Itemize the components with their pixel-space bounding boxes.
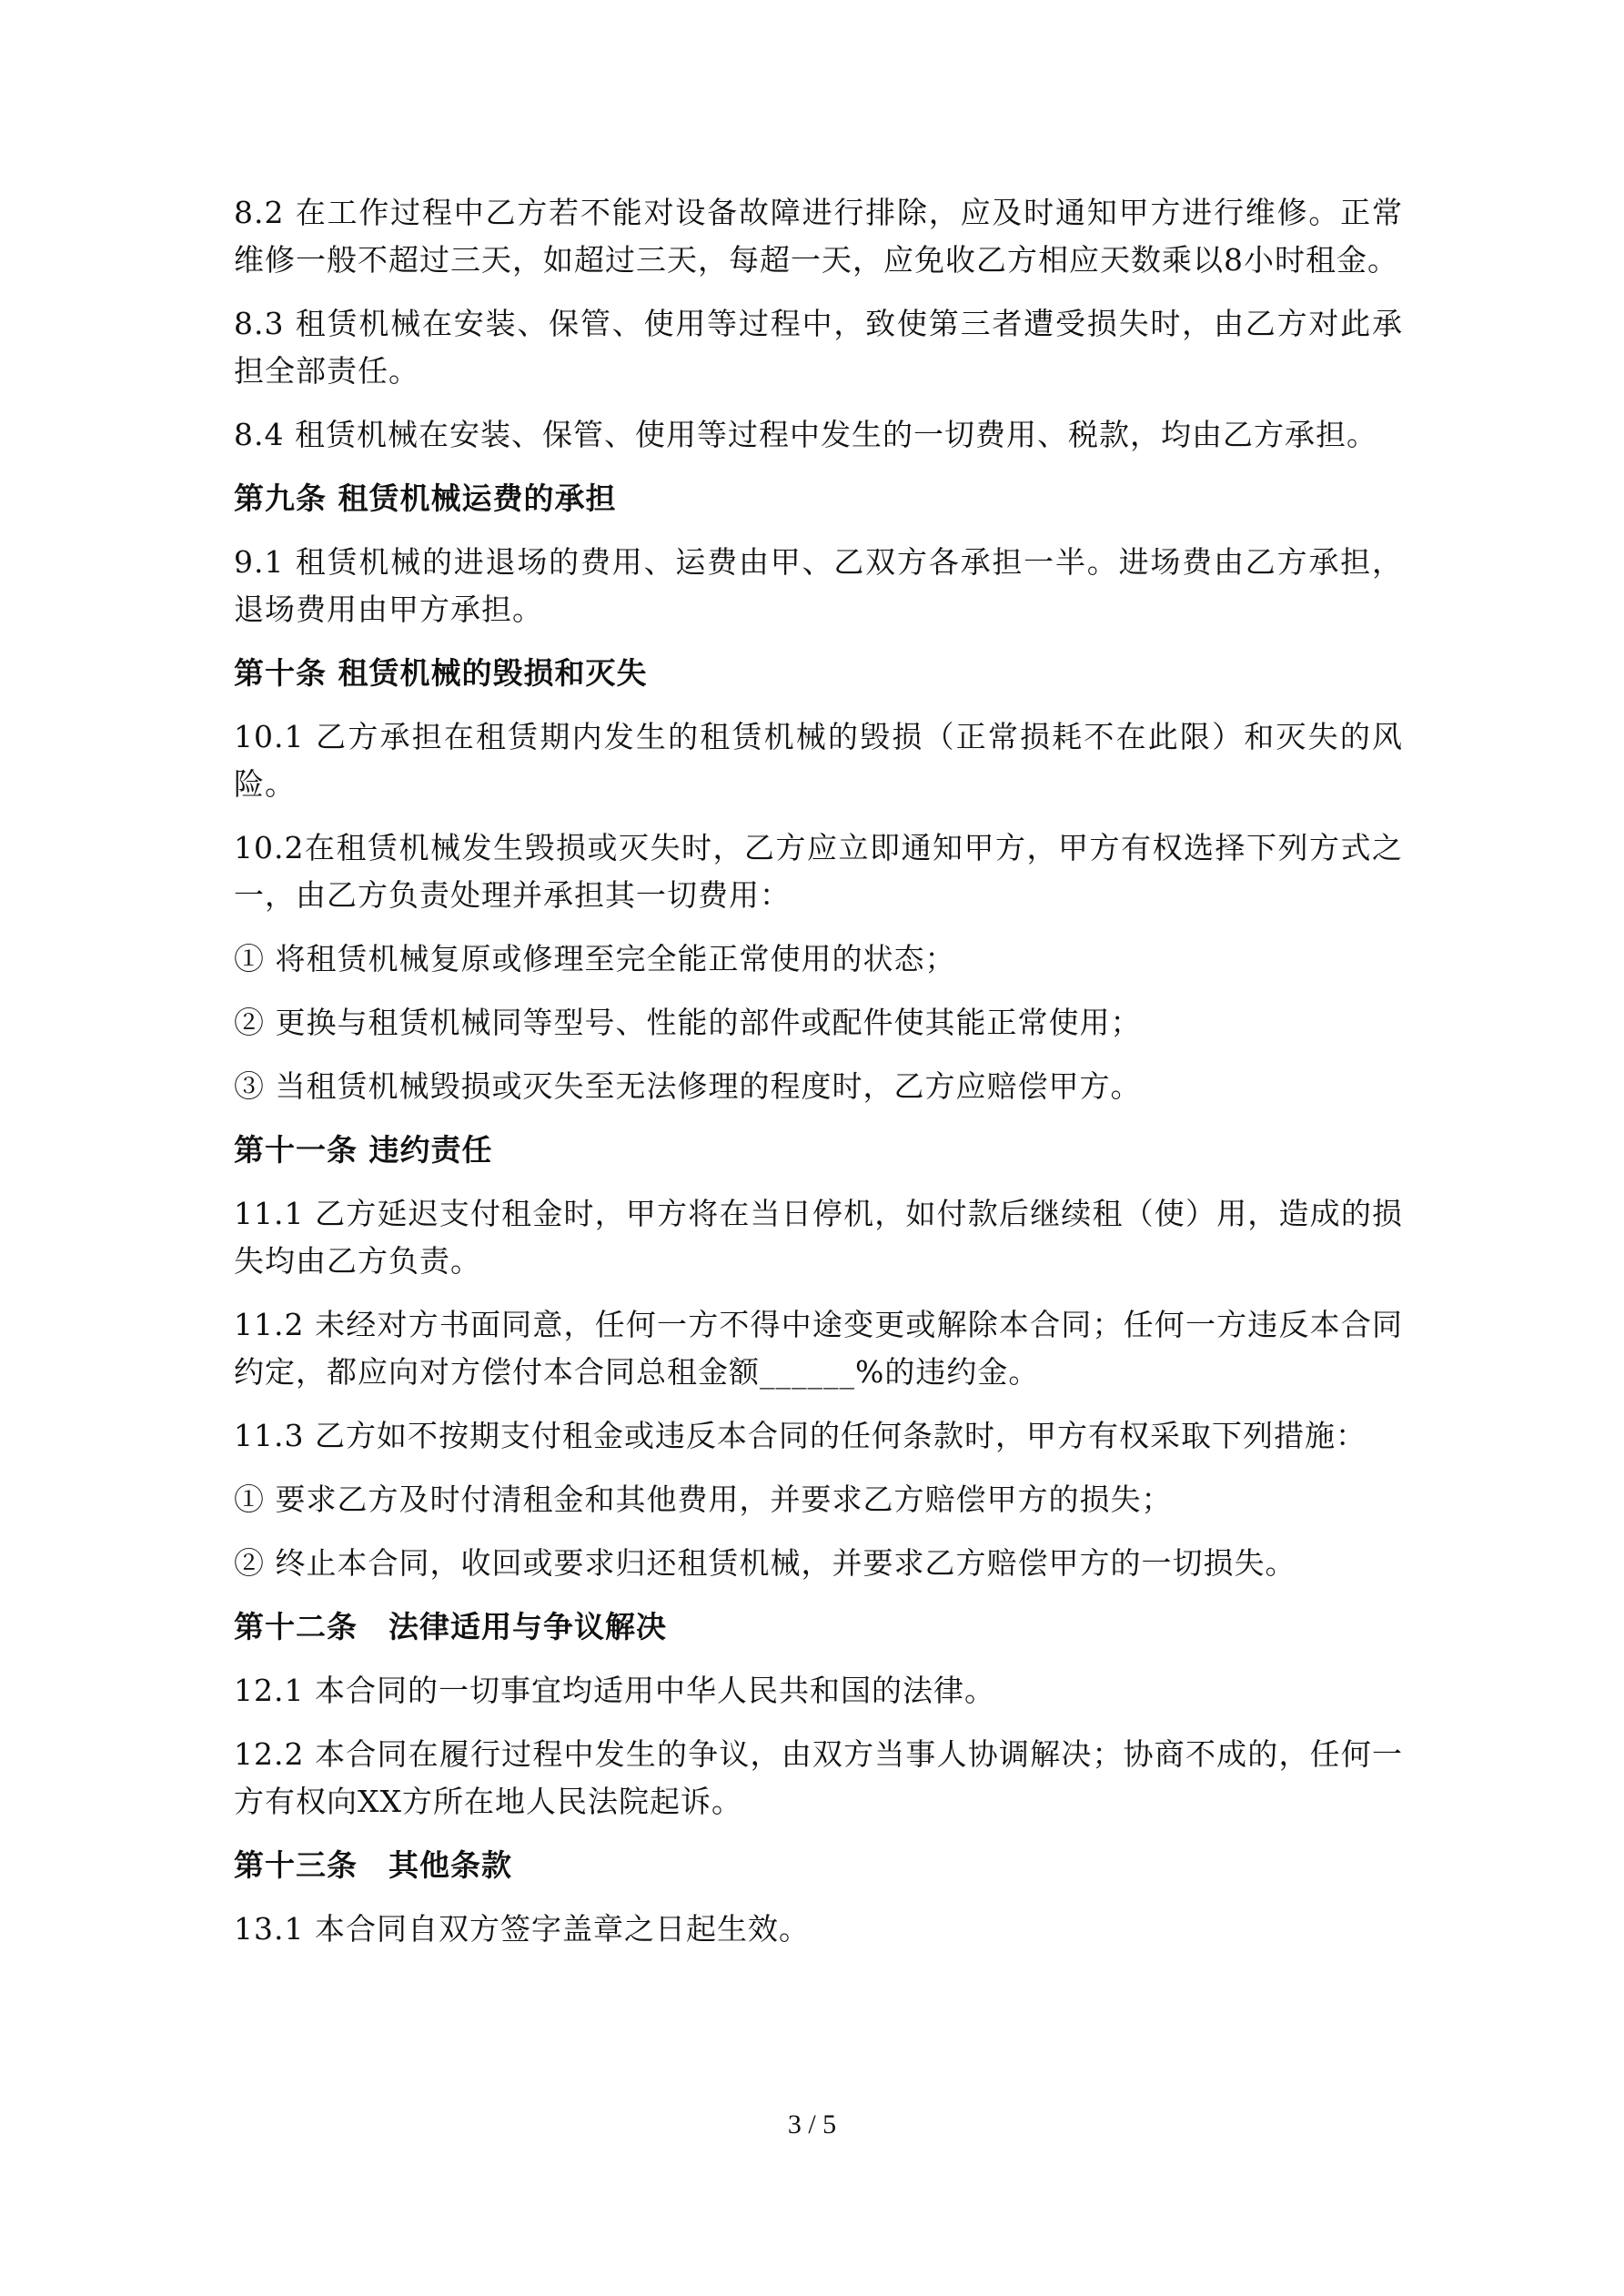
article-9-heading: 第九条 租赁机械运费的承担 xyxy=(234,480,617,516)
article-11-heading: 第十一条 违约责任 xyxy=(234,1132,493,1168)
page-number: 3 / 5 xyxy=(787,2109,837,2139)
clause-11-3-item-2: ② 终止本合同，收回或要求归还租赁机械，并要求乙方赔偿甲方的一切损失。 xyxy=(234,1545,1296,1581)
clause-8-4: 8.4 租赁机械在安装、保管、使用等过程中发生的一切费用、税款，均由乙方承担。 xyxy=(234,417,1377,452)
clause-12-2: 12.2 本合同在履行过程中发生的争议，由双方当事人协调解决；协商不成的，任何一方有权向XX方所在地人民法院起诉。 xyxy=(234,1736,1403,1819)
clause-12-1: 12.1 本合同的一切事宜均适用中华人民共和国的法律。 xyxy=(234,1673,995,1708)
clause-10-2: 10.2在租赁机械发生毁损或灭失时，乙方应立即通知甲方，甲方有权选择下列方式之一，由乙方负责处理并承担其一切费用： xyxy=(234,830,1403,913)
clause-10-2-item-3: ③ 当租赁机械毁损或灭失至无法修理的程度时，乙方应赔偿甲方。 xyxy=(234,1068,1142,1104)
clause-8-3: 8.3 租赁机械在安装、保管、使用等过程中，致使第三者遭受损失时，由乙方对此承担全部责任。 xyxy=(234,306,1403,389)
clause-10-2-item-1: ① 将租赁机械复原或修理至完全能正常使用的状态； xyxy=(234,941,956,976)
clause-10-2-item-2: ② 更换与租赁机械同等型号、性能的部件或配件使其能正常使用； xyxy=(234,1005,1142,1040)
document-body xyxy=(234,189,1403,1969)
article-13-heading: 第十三条 其他条款 xyxy=(234,1847,512,1883)
clause-10-1: 10.1 乙方承担在租赁期内发生的租赁机械的毁损（正常损耗不在此限）和灭失的风险。 xyxy=(234,719,1403,802)
clause-8-2: 8.2 在工作过程中乙方若不能对设备故障进行排除，应及时通知甲方进行维修。正常维修一般不超过三天，如超过三天，每超一天，应免收乙方相应天数乘以8小时租金。 xyxy=(234,195,1403,278)
article-10-heading: 第十条 租赁机械的毁损和灭失 xyxy=(234,655,648,691)
clause-9-1: 9.1 租赁机械的进退场的费用、运费由甲、乙双方各承担一半。进场费由乙方承担，退场费用由甲方承担。 xyxy=(234,544,1403,627)
clause-11-1: 11.1 乙方延迟支付租金时，甲方将在当日停机，如付款后继续租（使）用，造成的损失均由乙方负责。 xyxy=(234,1196,1403,1279)
clause-11-3-item-1: ① 要求乙方及时付清租金和其他费用，并要求乙方赔偿甲方的损失； xyxy=(234,1482,1173,1517)
clause-13-1: 13.1 本合同自双方签字盖章之日起生效。 xyxy=(234,1911,810,1947)
article-12-heading: 第十二条 法律适用与争议解决 xyxy=(234,1609,667,1644)
clause-11-2: 11.2 未经对方书面同意，任何一方不得中途变更或解除本合同；任何一方违反本合同约定，都应向对方偿付本合同总租金额______%的违约金。 xyxy=(234,1307,1403,1390)
clause-11-3: 11.3 乙方如不按期支付租金或违反本合同的任何条款时，甲方有权采取下列措施： xyxy=(234,1418,1367,1453)
